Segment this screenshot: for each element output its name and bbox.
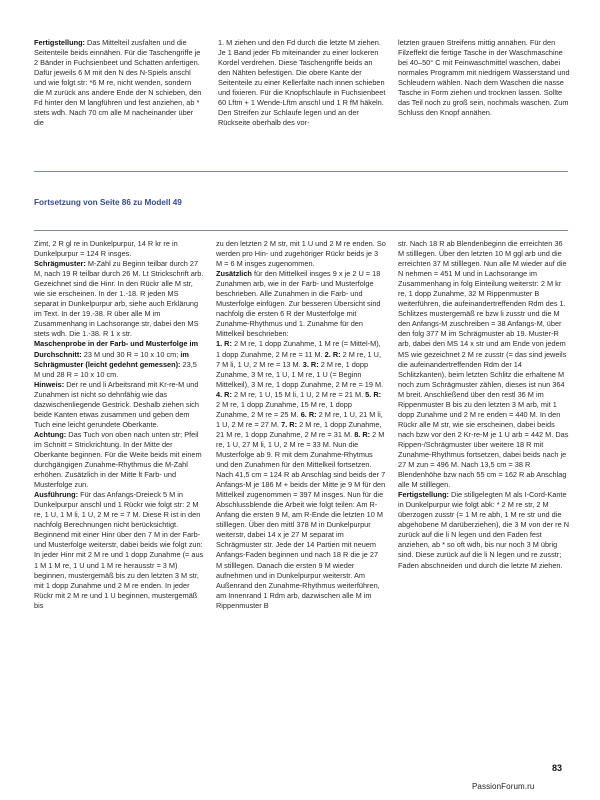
bold-lead: Zusätzlich	[216, 269, 252, 279]
bold-lead: Fertigstellung:	[398, 490, 449, 500]
bold-lead: 4. R:	[216, 389, 232, 399]
bold-lead: 7. R:	[281, 419, 298, 429]
paragraph	[218, 38, 386, 128]
paragraph	[216, 239, 386, 269]
paragraph-text: In jeder Hinr mit 2 M re und 1 dopp Zunahme (= aus 1 M 1 M re, 1 U und 1 M re herausstr = 3 M) beginnen, mustergemäß bis zu den letzten 3 M str, mit 1 dopp Zunahme und 2 M re enden. In jeder Rückr mit 2 M re und 1 U beginnen, mustergemäß bis	[34, 550, 204, 610]
paragraph-text: 2 M re, 1 U, 15 M li, 1 U, 2 M re = 21 M.	[231, 389, 366, 399]
paragraph	[34, 259, 204, 339]
bottom-column-2	[216, 239, 386, 611]
paragraph-text: Der re und li Arbeitsrand mit Kr-re-M und Zunahmen ist nicht so dehnfähig wie das dazwischenliegende Gestrick. Deshalb ziehen sich beide Kanten etwas zusammen und geben dem Tuch eine leicht gerundete Oberkante.	[34, 379, 199, 429]
paragraph-text: zu den letzten 2 M str, mit 1 U und 2 M re enden. So werden pro Hin- und zugehöriger Rückr beids je 3 M = 6 M insges zugenommen.	[216, 239, 386, 269]
watermark-text: PassionForum.ru	[472, 782, 535, 791]
paragraph-text: 2 M re, 1 dopp Zunahme, 1 M re (= Mittel-M), 1 dopp Zunahme, 2 M re = 11 M.	[216, 339, 381, 359]
bold-lead: 1. R:	[216, 339, 232, 349]
bold-lead: 3. R:	[302, 359, 319, 369]
paragraph	[34, 339, 204, 379]
paragraph	[34, 380, 204, 430]
paragraph-text: M-Zahl zu Beginn teilbar durch 27 M, nach 19 R teilbar durch 26 M. Lt Strickschrift arb. Gezeichnet sind die Hinr. In den Rückr alle M str, wie sie erscheinen. In der 1.-18. R jeden MS separat in Dunkelpurpur arb, siehe auch Erklärung im Text. In der 19.-38. R über alle M im Zusammenhang in Lachsorange str, dabei den MS stets wdh. Die 1.-38. R 1 x str.	[34, 259, 204, 339]
bold-lead: Hinweis:	[34, 379, 65, 389]
paragraph	[398, 38, 570, 118]
section-divider-bottom	[34, 230, 568, 231]
paragraph-text: letzten grauen Streifens mittig annähen. Für den Filzeffekt die fertige Tasche in der Waschmaschine bei 40–50° C mit Feinwaschmittel waschen, dabei normales Programm mit niedrigem Wasserstand und Schleudern wählen. Nach dem Waschen die nasse Tasche in Form ziehen und trocknen lassen. Sollte das Teil noch zu groß sein, nochmals waschen. Zum Schluss den Knopf annähen.	[398, 38, 570, 118]
paragraph	[34, 550, 204, 610]
paragraph-text: für den Mittelkeil insges 9 x je 2 U = 18 Zunahmen arb, wie in der Farb- und Musterfolge beschrieben. Alle Zunahmen in die Farb- und Musterfolge einfügen. Zur besseren Übersicht sind nachfolg die ersten 6 R der Musterfolge mit Zunahme-Rhythmus und 1. Zunahme für den Mittelkeil beschrieben:	[216, 269, 381, 339]
paragraph-text: 2 M re, 1 U, 27 M li, 1 U, 2 M re = 33 M. Nun die Musterfolge ab 9. R mit dem Zunahme-Rhytmus und den Zunahmen für den Mittelkeil fortsetzen. Nach 41,5 cm = 124 R ab Anschlag sind beids der 7 Anfangs-M je 186 M + beids der Mitte je 9 M für den Mittelkeil zugenommen = 397 M insges. Nun für die Abschlussblende die Arbeit wie folgt teilen: Am R-Anfang die ersten 9 M, am R-Ende die letzten 10 M stilllegen. Über den mittl 378 M in Dunkelpurpur weiterstr, dabei 14 x je 27 M separat im Schrägmuster str. Jede der 14 Partien mit neuem Anfangs-Faden beginnen und nach 18 R die je 27 M stilllegen. Danach die ersten 9 M wieder aufnehmen und in Dunkelpurpur weiterstr. Am Außenrand den Zunahme-Rhythmus weiterführen, am Innenrand 1 Rdm arb, dazwischen alle M im Rippenmuster B	[216, 429, 386, 610]
paragraph-text: 2 M re, 1 U, 7 M li, 1 U, 2 M re = 13 M.	[216, 349, 381, 369]
paragraph	[34, 239, 204, 259]
page-number: 83	[552, 763, 563, 773]
paragraph	[398, 239, 570, 490]
paragraph	[34, 38, 202, 128]
bold-lead: Fertigstellung:	[34, 38, 85, 47]
section-title: Fortsetzung von Seite 86 zu Modell 49	[34, 198, 182, 207]
section-divider-top	[34, 171, 568, 172]
bold-lead: 8. R:	[354, 429, 371, 439]
paragraph	[34, 430, 204, 490]
top-column-3	[398, 38, 570, 118]
bold-lead: im Schrägmuster (leicht gedehnt gemessen):	[34, 349, 189, 369]
top-column-2	[218, 38, 386, 128]
bold-lead: Achtung:	[34, 429, 67, 439]
paragraph	[216, 339, 386, 610]
top-column-1	[34, 38, 202, 128]
bottom-column-3	[398, 239, 570, 571]
paragraph-text: Das Mittelteil zusfalten und die Seitenteile beids einnähen. Für die Taschengriffe je 2 Bänder in Fuchsienbeet und Schatten anfertigen. Dafür jeweils 6 M mit den N des N-Spiels anschl und wie folgt str: *6 M re, nicht wenden, sondern die M zurück ans andere Ende der N schieben, den Fd hinter den M langführen und fest anziehen, ab * stets wdh. Nach 70 cm alle M nacheinander über die	[34, 38, 202, 128]
bold-lead: Maschenprobe in der Farb- und Musterfolge im Durchschnitt:	[34, 339, 199, 359]
bold-lead: 6. R:	[300, 409, 317, 419]
paragraph-text: Das Tuch von oben nach unten str; Pfeil im Schnitt = Strickrichtung. In der Mitte der Oberkante beginnen. Für die Weite beids mit einem durchgängigen Zunahme-Rhythmus die M-Zahl erhöhen. Zusätzlich in der Mitte lt Farb- und Musterfolge zun.	[34, 429, 202, 490]
paragraph	[216, 269, 386, 339]
paragraph	[34, 490, 204, 550]
paragraph-text: Zimt, 2 R gl re in Dunkelpurpur, 14 R kr re in Dunkelpurpur = 124 R insges.	[34, 239, 178, 259]
paragraph-text: 2 M re, 1 dopp Zunahme, 15 M re, 1 dopp Zunahme, 2 M re = 25 M.	[216, 399, 352, 419]
paragraph-text: 1. M ziehen und den Fd durch die letzte M ziehen. Je 1 Band jeder Fb miteinander zu einer lockeren Kordel verdrehen. Diese Taschengriffe beids an den Nähten befestigen. Die obere Kante der Seitenteile zu einer Kellerfalte nach innen schieben und fixieren. Für die Knopfschlaufe in Fuchsienbeet 60 Lftm + 1 Wende-Lftm anschl und 1 R fM häkeln. Den Streifen zur Schlaufe legen und an der Rückseite oberhalb des vor-	[218, 38, 386, 128]
paragraph	[398, 490, 570, 570]
paragraph-text: 2 M re, 1 dopp Zunahme, 21 M re, 1 dopp Zunahme, 2 M re = 31 M.	[216, 419, 382, 439]
paragraph-text: 23,5 M und 28 R = 10 x 10 cm.	[34, 359, 197, 379]
bold-lead: Schrägmuster:	[34, 259, 86, 269]
bottom-column-1	[34, 239, 204, 611]
bold-lead: 5. R:	[365, 389, 382, 399]
paragraph-text: 2 M re, 1 U, 21 M li, 1 U, 2 M re = 27 M.	[216, 409, 383, 429]
paragraph-text: str. Nach 18 R ab Blendenbeginn die erreichten 36 M stilllegen. Über den letzten 10 M ggl arb und die erreichten 37 M stilllegen. Nun alle M wieder auf die N nehmen = 451 M und in Lachsorange im Zusammenhang in folg Einteilung weiterstr: 2 M kr re, 1 dopp Zunahme, 32 M Rippenmuster B weiterführen, die aufeinandertreffenden Rdm des 1. Schlitzes mustergemäß re bzw li zusstr und die M den Anfangs-M zuschreiben = 38 Anfangs-M, über den folg 377 M im Schrägmuster ab 19. Muster-R arb, dabei den MS 14 x str und am Ende von jedem MS wie gezeichnet 2 M re zusstr (= das sind jeweils die aufeinandertreffenden Rdm der 14 Schlitzkanten), beim letzten Schlitz die erhaltene M noch zum Schrägmuster zählen, dieses ist nun 364 M breit. Anschließend über den restl 36 M im Rippenmuster B bis zu den letzten 3 M arb, mit 1 dopp Zunahme und 2 M re enden = 440 M. In den Rückr alle M str, wie sie erscheinen, dabei beids nach bzw vor den 2 Kr-re-M je 1 U arb = 442 M. Das Rippen-/Schrägmuster über weitere 18 R mit Zunahme-Rhythmus fortsetzen, dabei beids nach je 27 M zun = 496 M. Nach 13,5 cm = 38 R Blendenhöhe bzw nach 55 cm = 162 R ab Anschlag alle M stilllegen.	[398, 239, 569, 490]
paragraph-text: 23 M und 30 R = 10 x 10 cm;	[81, 349, 181, 359]
paragraph-text: 2 M re, 1 dopp Zunahme, 3 M re, 1 U, 1 M re, 1 U (= Beginn Mittelkeil), 3 M re, 1 dopp Zunahme, 2 M re = 19 M.	[216, 359, 384, 389]
bold-lead: Ausführung:	[34, 490, 79, 500]
bold-lead: 2. R:	[324, 349, 341, 359]
paragraph-text: Für das Anfangs-Dreieck 5 M in Dunkelpurpur anschl und 1 Rückr wie folgt str: 2 M re, 1 U, 1 M li, 1 U, 2 M re = 7 M. Diese R ist in den nachfolg Berechnungen nicht berücksichtigt. Beginnend mit einer Hinr über den 7 M in der Farb- und Musterfolge weiterstr, dabei beids wie folgt zun:	[34, 490, 203, 550]
paragraph-text: Die stillgelegten M als I-Cord-Kante in Dunkelpurpur wie folgt abk: * 2 M re str, 2 M überzogen zusstr (= 1 M re abh, 1 M re str und die abgehobene M darüberziehen), die 3 M von der re N zurück auf die li N legen und den Faden fest anziehen, ab * so oft wdh, bis nur noch 3 M übrig sind. Diese zurück auf die li N legen und re zusstr; Faden abschneiden und durch die letzte M ziehen.	[398, 490, 570, 570]
